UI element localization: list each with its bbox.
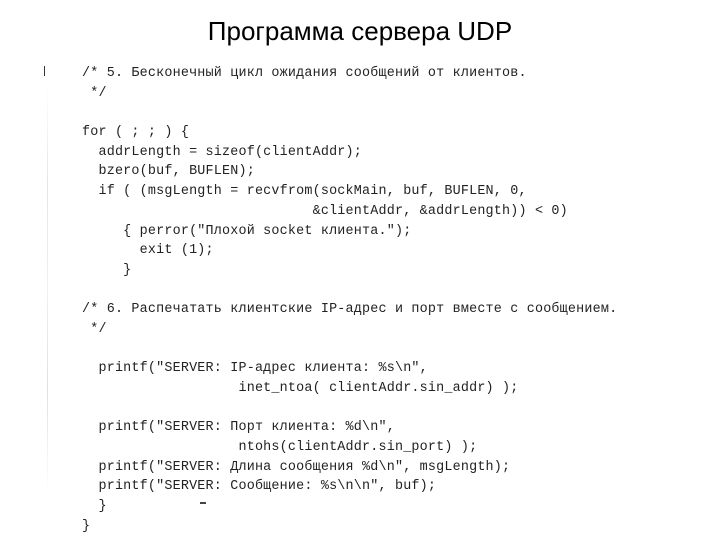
code-line: ntohs(clientAddr.sin_port) ); — [82, 440, 478, 456]
code-line: exit (1); — [82, 243, 214, 259]
code-line: } — [82, 518, 91, 534]
code-line: printf("SERVER: Порт клиента: %d\n", — [82, 420, 395, 436]
code-line: printf("SERVER: Длина сообщения %d\n", msgLength); — [82, 459, 511, 475]
code-line: /* 6. Распечатать клиентские IP-адрес и порт вместе с сообщением. — [82, 302, 618, 318]
code-line: printf("SERVER: IP-адрес клиента: %s\n", — [82, 361, 428, 377]
code-line: for ( ; ; ) { — [82, 125, 190, 141]
slide-title: Программа сервера UDP — [207, 16, 513, 46]
code-line: */ — [82, 321, 107, 337]
code-line: } — [82, 499, 107, 515]
code-line — [82, 340, 682, 360]
code-line: if ( (msgLength = recvfrom(sockMain, buf, BUFLEN, 0, — [82, 184, 527, 200]
code-line: /* 5. Бесконечный цикл ожидания сообщений от клиентов. — [82, 66, 527, 81]
code-line: } — [82, 262, 132, 278]
code-line: &clientAddr, &addrLength)) < 0) — [82, 203, 568, 219]
code-line: inet_ntoa( clientAddr.sin_addr) ); — [82, 381, 519, 396]
scan-edge-line — [47, 82, 48, 494]
code-listing — [82, 64, 682, 537]
code-line — [82, 103, 682, 123]
code-line: */ — [82, 85, 107, 101]
code-line: bzero(buf, BUFLEN); — [82, 164, 255, 180]
code-line: addrLength = sizeof(clientAddr); — [82, 144, 363, 160]
code-line — [82, 281, 682, 301]
code-line: printf("SERVER: Сообщение: %s\n\n", buf); — [82, 479, 437, 495]
scan-margin-mark — [44, 66, 45, 76]
code-line: { perror("Плохой socket клиента."); — [82, 223, 412, 239]
code-line — [82, 399, 682, 419]
scan-speck — [200, 502, 206, 504]
